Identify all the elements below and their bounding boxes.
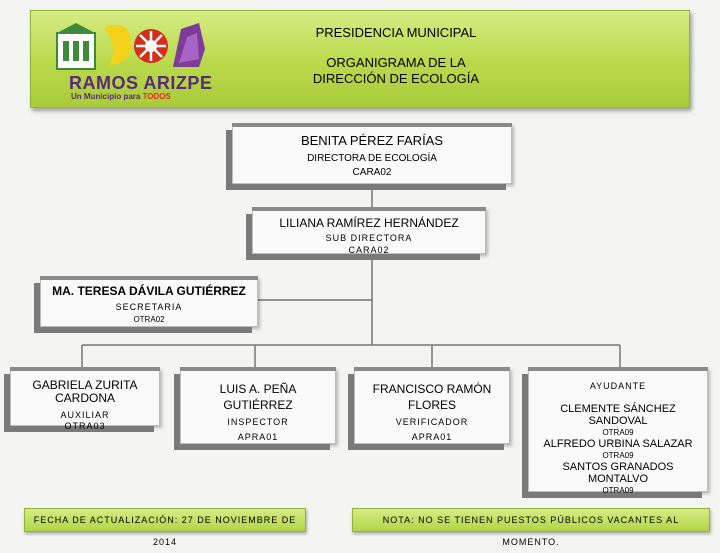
secretary-box <box>40 277 258 327</box>
staff-name-line-1: LUIS A. PEÑA <box>219 382 297 396</box>
subtitle-line-1: ORGANIGRAMA DE LA <box>326 55 466 70</box>
vacancy-note-footer <box>352 508 710 547</box>
subdirector-name: LILIANA RAMÍREZ HERNÁNDEZ <box>279 216 459 230</box>
staff-name <box>181 381 335 413</box>
subtitle-line-2: DIRECCIÓN DE ECOLOGÍA <box>312 71 480 86</box>
staff-box-inspector <box>180 368 336 444</box>
staff-role: AUXILIAR <box>60 410 110 420</box>
secretary-code: OTRA02 <box>133 315 165 324</box>
assistant-code: OTRA09 <box>602 451 634 460</box>
staff-name-line-2: GUTIÉRREZ <box>223 398 293 412</box>
staff-name <box>11 379 159 405</box>
staff-code: APRA01 <box>411 432 453 442</box>
logo-tagline-highlight: TODOS <box>142 92 171 101</box>
subdirector-role: SUB DIRECTORA <box>325 233 413 243</box>
vacancy-note-text: NOTA: NO SE TIENEN PUESTOS PÚBLICOS VACANTES AL MOMENTO. <box>382 515 680 547</box>
subdirector-box <box>252 208 486 254</box>
assistants-title: AYUDANTE <box>589 381 647 391</box>
secretary-role: SECRETARIA <box>115 302 183 312</box>
assistant-code: OTRA09 <box>602 428 634 437</box>
staff-name <box>355 381 509 413</box>
update-date-text: FECHA DE ACTUALIZACIÓN: 27 DE NOVIEMBRE DE 2014 <box>33 515 297 547</box>
assistant-name-line-2: SANDOVAL <box>588 415 648 427</box>
assistant-name: ALFREDO URBINA SALAZAR <box>543 438 693 450</box>
staff-box-auxiliar <box>10 368 160 431</box>
staff-code: OTRA03 <box>64 421 106 431</box>
staff-box-verificador <box>354 368 510 444</box>
logo-wordmark: RAMOS ARIZPE <box>69 73 213 93</box>
staff-role: INSPECTOR <box>227 417 289 427</box>
staff-name-line-2: CARDONA <box>54 391 115 405</box>
page-title: PRESIDENCIA MUNICIPAL <box>315 25 477 40</box>
subdirector-code: CARA02 <box>348 245 390 255</box>
assistant-name <box>529 403 707 427</box>
director-box <box>232 124 512 184</box>
assistant-name-line-1: SANTOS GRANADOS <box>562 461 674 473</box>
director-code: CARA02 <box>352 167 392 178</box>
director-role: DIRECTORA DE ECOLOGÍA <box>307 153 437 164</box>
staff-role: VERIFICADOR <box>395 417 469 427</box>
assistants-box <box>528 368 708 495</box>
logo-tagline-text: Un Municipio para <box>71 92 143 101</box>
staff-name-line-1: FRANCISCO RAMÓN <box>372 382 492 396</box>
staff-code: APRA01 <box>237 432 279 442</box>
staff-name-line-2: FLORES <box>407 398 456 412</box>
update-date-footer <box>24 508 306 547</box>
secretary-name: MA. TERESA DÁVILA GUTIÉRREZ <box>52 284 246 298</box>
assistant-name-line-2: MONTALVO <box>587 473 649 485</box>
assistant-name-line-1: CLEMENTE SÁNCHEZ <box>560 403 676 415</box>
assistant-code: OTRA09 <box>602 486 634 495</box>
director-name: BENITA PÉREZ FARÍAS <box>300 133 444 148</box>
staff-name-line-1: GABRIELA ZURITA <box>32 378 138 392</box>
assistant-name <box>529 461 707 485</box>
